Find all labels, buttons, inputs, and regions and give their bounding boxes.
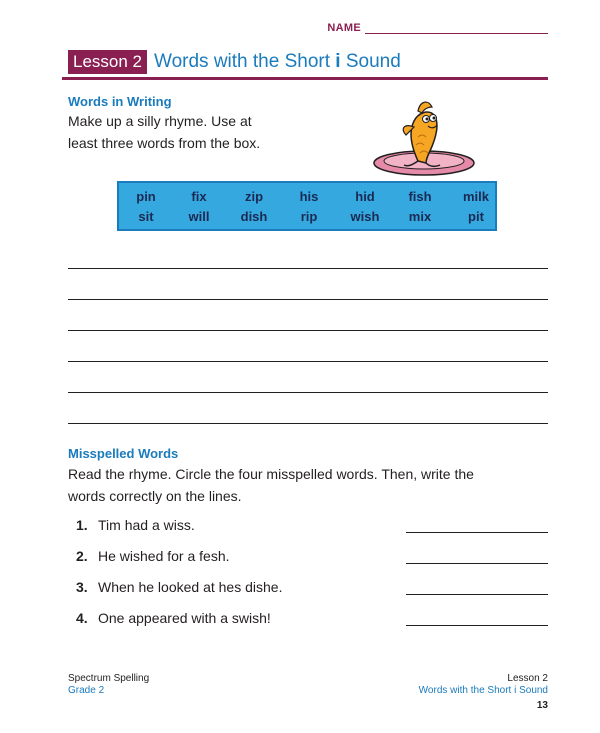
fish-plate-icon — [300, 93, 548, 183]
item-number: 1. — [76, 517, 88, 533]
word-box-word: wish — [350, 209, 380, 224]
writing-instructions — [68, 110, 260, 154]
words-in-writing-heading: Words in Writing — [68, 94, 172, 109]
answer-line[interactable] — [406, 594, 548, 595]
word-box-word: pit — [468, 209, 484, 224]
writing-line[interactable] — [68, 268, 548, 269]
word-box-word: hid — [355, 189, 375, 204]
word-box-word: rip — [300, 209, 318, 224]
writing-line[interactable] — [68, 423, 548, 424]
footer-lesson: Lesson 2 — [507, 673, 548, 684]
title-pre: Words with the Short — [154, 51, 336, 72]
list-item — [76, 517, 195, 533]
writing-line[interactable] — [68, 330, 548, 331]
answer-line[interactable] — [406, 625, 548, 626]
misspelled-instructions-line2: words correctly on the lines. — [68, 488, 242, 504]
word-box-word: will — [188, 209, 210, 224]
word-box-word: fix — [191, 189, 207, 204]
name-field — [327, 22, 548, 34]
word-box-word: sit — [138, 209, 154, 224]
writing-line[interactable] — [68, 361, 548, 362]
word-box-word: mix — [408, 209, 432, 224]
writing-instructions-line1: Make up a silly rhyme. Use at — [68, 113, 252, 129]
lesson-title-row — [68, 50, 401, 74]
writing-line[interactable] — [68, 392, 548, 393]
word-box-word: dish — [240, 209, 268, 224]
lesson-badge: Lesson 2 — [68, 50, 147, 74]
misspelled-words-heading: Misspelled Words — [68, 446, 179, 461]
answer-line[interactable] — [406, 563, 548, 564]
footer-book-title: Spectrum Spelling — [68, 673, 150, 684]
writing-line[interactable] — [68, 299, 548, 300]
item-sentence: One appeared with a swish! — [98, 610, 271, 626]
page-number: 13 — [536, 700, 548, 711]
item-sentence: Tim had a wiss. — [98, 517, 195, 533]
item-number: 3. — [76, 579, 88, 595]
footer-lesson-title: Words with the Short i Sound — [418, 685, 548, 696]
item-number: 2. — [76, 548, 88, 564]
item-number: 4. — [76, 610, 88, 626]
word-box-word: milk — [462, 189, 489, 204]
writing-instructions-line2: least three words from the box. — [68, 135, 261, 151]
word-box-word: pin — [136, 189, 156, 204]
answer-line[interactable] — [406, 532, 548, 533]
word-box-word: zip — [244, 189, 264, 204]
list-item — [76, 579, 282, 595]
item-sentence: He wished for a fesh. — [98, 548, 230, 564]
misspelled-instructions — [68, 463, 474, 507]
word-box — [117, 181, 497, 231]
footer-right — [419, 673, 548, 697]
word-box-word: his — [299, 189, 319, 204]
title-post: Sound — [340, 51, 401, 72]
footer-grade: Grade 2 — [68, 685, 105, 696]
misspelled-instructions-line1: Read the rhyme. Circle the four misspelled words. Then, write the — [68, 466, 474, 482]
name-line[interactable] — [365, 22, 548, 34]
word-box-word: fish — [408, 189, 432, 204]
footer-left — [68, 673, 149, 697]
title-bold-letter: i — [335, 51, 341, 72]
fish-on-plate-illustration — [300, 93, 548, 183]
title-rule — [62, 77, 548, 80]
page-title — [154, 51, 401, 73]
item-sentence: When he looked at hes dishe. — [98, 579, 283, 595]
name-label: NAME — [327, 22, 361, 34]
list-item — [76, 548, 230, 564]
list-item — [76, 610, 271, 626]
